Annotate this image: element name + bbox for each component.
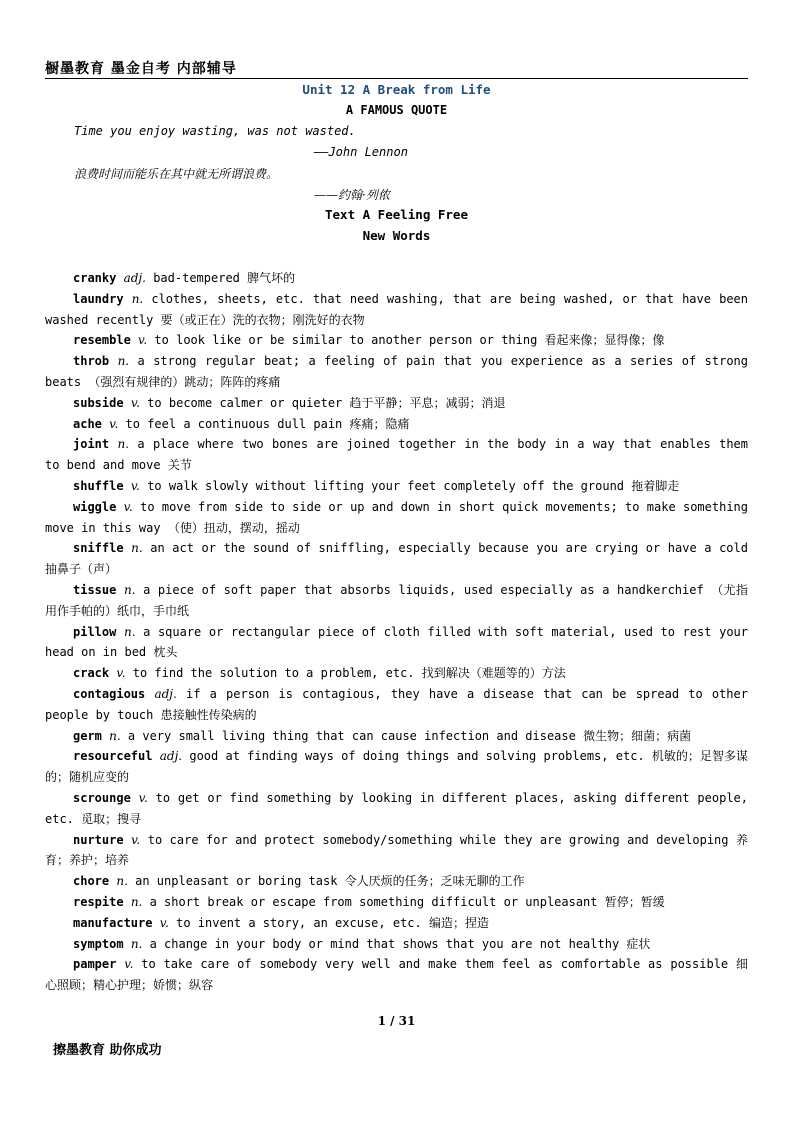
entry-word: pillow — [73, 624, 117, 639]
word-entry — [45, 934, 748, 955]
entry-definition: to move from side to side or up and down in short quick movements; to make something move in this way （使）扭动，摆动，摇动 — [45, 499, 748, 535]
entry-word: manufacture — [73, 915, 153, 930]
entry-definition: to invent a story, an excuse, etc. 编造；捏造 — [168, 915, 489, 930]
word-entry — [45, 726, 748, 747]
entry-definition: to walk slowly without lifting your feet completely off the ground 拖着脚走 — [139, 478, 680, 493]
entry-word: sniffle — [73, 541, 124, 556]
entry-definition: to take care of somebody very well and make them feel as comfortable as possible 细心照顾；精心护理；娇惯；纵容 — [45, 957, 749, 993]
entry-definition: to look like or be similar to another person or thing 看起来像；显得像；像 — [147, 333, 665, 348]
entry-definition: a short break or escape from something difficult or unpleasant 暂停；暂缓 — [142, 894, 665, 909]
entry-word: shuffle — [73, 478, 124, 493]
entry-word: joint — [73, 437, 110, 452]
entry-part-of-speech: v. — [159, 915, 169, 930]
entry-word: tissue — [73, 582, 117, 597]
entry-word: resourceful — [73, 749, 153, 764]
entry-definition: a piece of soft paper that absorbs liquids, used especially as a handkerchief （尤指用作手帕的）纸巾，手巾纸 — [45, 582, 748, 618]
unit-title: Unit 12 A Break from Life — [302, 82, 491, 97]
entry-part-of-speech: n. — [123, 582, 136, 597]
word-entry — [45, 434, 748, 476]
entry-word: germ — [73, 728, 102, 743]
quote-chinese: 浪费时间而能乐在其中就无所谓浪费。 — [74, 167, 279, 181]
word-entry — [45, 497, 748, 539]
word-entry — [45, 580, 748, 622]
entry-definition: if a person is contagious, they have a disease that can be spread to other people by touch 患接触性传染病的 — [45, 686, 748, 722]
word-entry — [45, 746, 748, 788]
word-entry — [45, 351, 748, 393]
entry-part-of-speech: n. — [131, 541, 143, 556]
entry-word: scrounge — [73, 790, 131, 805]
entry-definition: to get or find something by looking in different places, asking different people, etc. 觅取；搜寻 — [45, 790, 748, 826]
entry-word: resemble — [73, 333, 131, 348]
entry-part-of-speech: v. — [130, 478, 140, 493]
entry-definition: an act or the sound of sniffling, especially because you are crying or have a cold 抽鼻子（声） — [45, 541, 748, 577]
word-entry — [45, 622, 748, 664]
entry-definition: a change in your body or mind that shows that you are not healthy 症状 — [142, 936, 651, 951]
entry-part-of-speech: v. — [124, 957, 134, 972]
entry-part-of-speech: v. — [109, 416, 119, 431]
entry-word: crack — [73, 666, 110, 681]
entry-definition: a very small living thing that can cause infection and disease 微生物；细菌；病菌 — [120, 728, 692, 743]
entry-part-of-speech: v. — [138, 333, 148, 348]
entry-part-of-speech: n. — [117, 354, 130, 369]
entry-word: chore — [73, 874, 110, 889]
entry-part-of-speech: n. — [123, 624, 136, 639]
word-entry — [45, 913, 748, 934]
entry-word: wiggle — [73, 499, 117, 514]
page-number: 1 / 31 — [377, 1014, 416, 1028]
entry-word: contagious — [73, 686, 146, 701]
word-entry — [45, 788, 748, 830]
word-list — [45, 268, 748, 996]
word-entry — [45, 414, 748, 435]
entry-part-of-speech: adj. — [123, 271, 146, 285]
entry-part-of-speech: v. — [131, 832, 141, 847]
quote-chinese-author: ——约翰·列侬 — [314, 188, 390, 202]
entry-part-of-speech: v. — [123, 499, 133, 514]
entry-word: subside — [73, 395, 124, 410]
word-entry — [45, 892, 748, 913]
entry-definition: an unpleasant or boring task 令人厌烦的任务；乏味无聊的工作 — [127, 874, 525, 889]
entry-part-of-speech: n. — [117, 437, 130, 452]
entry-definition: clothes, sheets, etc. that need washing, that are being washed, or that have been washed recently 要（或正在）洗的衣物；刚洗好的衣物 — [45, 291, 748, 327]
new-words-heading: New Words — [362, 228, 431, 243]
entry-definition: to care for and protect somebody/something while they are growing and developing 养育；养护；培养 — [45, 832, 748, 868]
header-text: 橱墨教育 墨金自考 内部辅导 — [45, 61, 237, 77]
entry-part-of-speech: n. — [109, 728, 121, 743]
word-entry — [45, 663, 748, 684]
word-entry — [45, 684, 748, 726]
word-entry — [45, 538, 748, 580]
word-entry — [45, 476, 748, 497]
entry-word: respite — [73, 894, 124, 909]
entry-word: nurture — [73, 832, 124, 847]
word-entry — [45, 393, 748, 414]
word-entry — [45, 954, 748, 996]
entry-part-of-speech: n. — [130, 894, 143, 909]
entry-part-of-speech: adj. — [159, 749, 183, 764]
word-entry — [45, 268, 748, 289]
text-title: Text A Feeling Free — [325, 207, 468, 222]
quote-english-author: ——John Lennon — [314, 145, 408, 159]
word-entry — [45, 289, 748, 331]
quote-english: Time you enjoy wasting, was not wasted. — [74, 124, 356, 138]
entry-word: laundry — [73, 291, 124, 306]
entry-definition: to find the solution to a problem, etc. 找到解决（难题等的）方法 — [125, 666, 566, 681]
entry-word: pamper — [73, 957, 117, 972]
entry-definition: good at finding ways of doing things and solving problems, etc. 机敏的；足智多谋的；随机应变的 — [45, 749, 748, 785]
entry-part-of-speech: v. — [138, 790, 148, 805]
page-header — [45, 58, 748, 79]
entry-part-of-speech: n. — [131, 291, 144, 306]
entry-part-of-speech: adj. — [154, 686, 177, 701]
entry-part-of-speech: v. — [116, 666, 126, 681]
entry-definition: a square or rectangular piece of cloth filled with soft material, used to rest your head on in bed 枕头 — [45, 624, 748, 660]
entry-definition: a strong regular beat; a feeling of pain that you experience as a series of strong beats （强烈有规律的）跳动；阵阵的疼痛 — [45, 354, 748, 389]
entry-word: symptom — [73, 936, 124, 951]
entry-word: cranky — [73, 271, 117, 285]
entry-word: throb — [73, 354, 110, 369]
word-entry — [45, 871, 748, 892]
entry-word: ache — [73, 416, 102, 431]
entry-definition: bad-tempered 脾气坏的 — [145, 271, 296, 285]
entry-definition: a place where two bones are joined together in the body in a way that enables them to bend and move 关节 — [45, 437, 748, 473]
word-entry — [45, 830, 748, 872]
entry-part-of-speech: n. — [130, 936, 143, 951]
entry-part-of-speech: n. — [116, 874, 128, 889]
quote-heading: A FAMOUS QUOTE — [345, 103, 448, 117]
page-footer: 擦墨教育 助你成功 — [53, 1043, 162, 1058]
entry-definition: to feel a continuous dull pain 疼痛；隐痛 — [118, 416, 410, 431]
entry-part-of-speech: v. — [130, 395, 140, 410]
entry-definition: to become calmer or quieter 趋于平静；平息；减弱；消退 — [139, 395, 506, 410]
word-entry — [45, 330, 748, 351]
